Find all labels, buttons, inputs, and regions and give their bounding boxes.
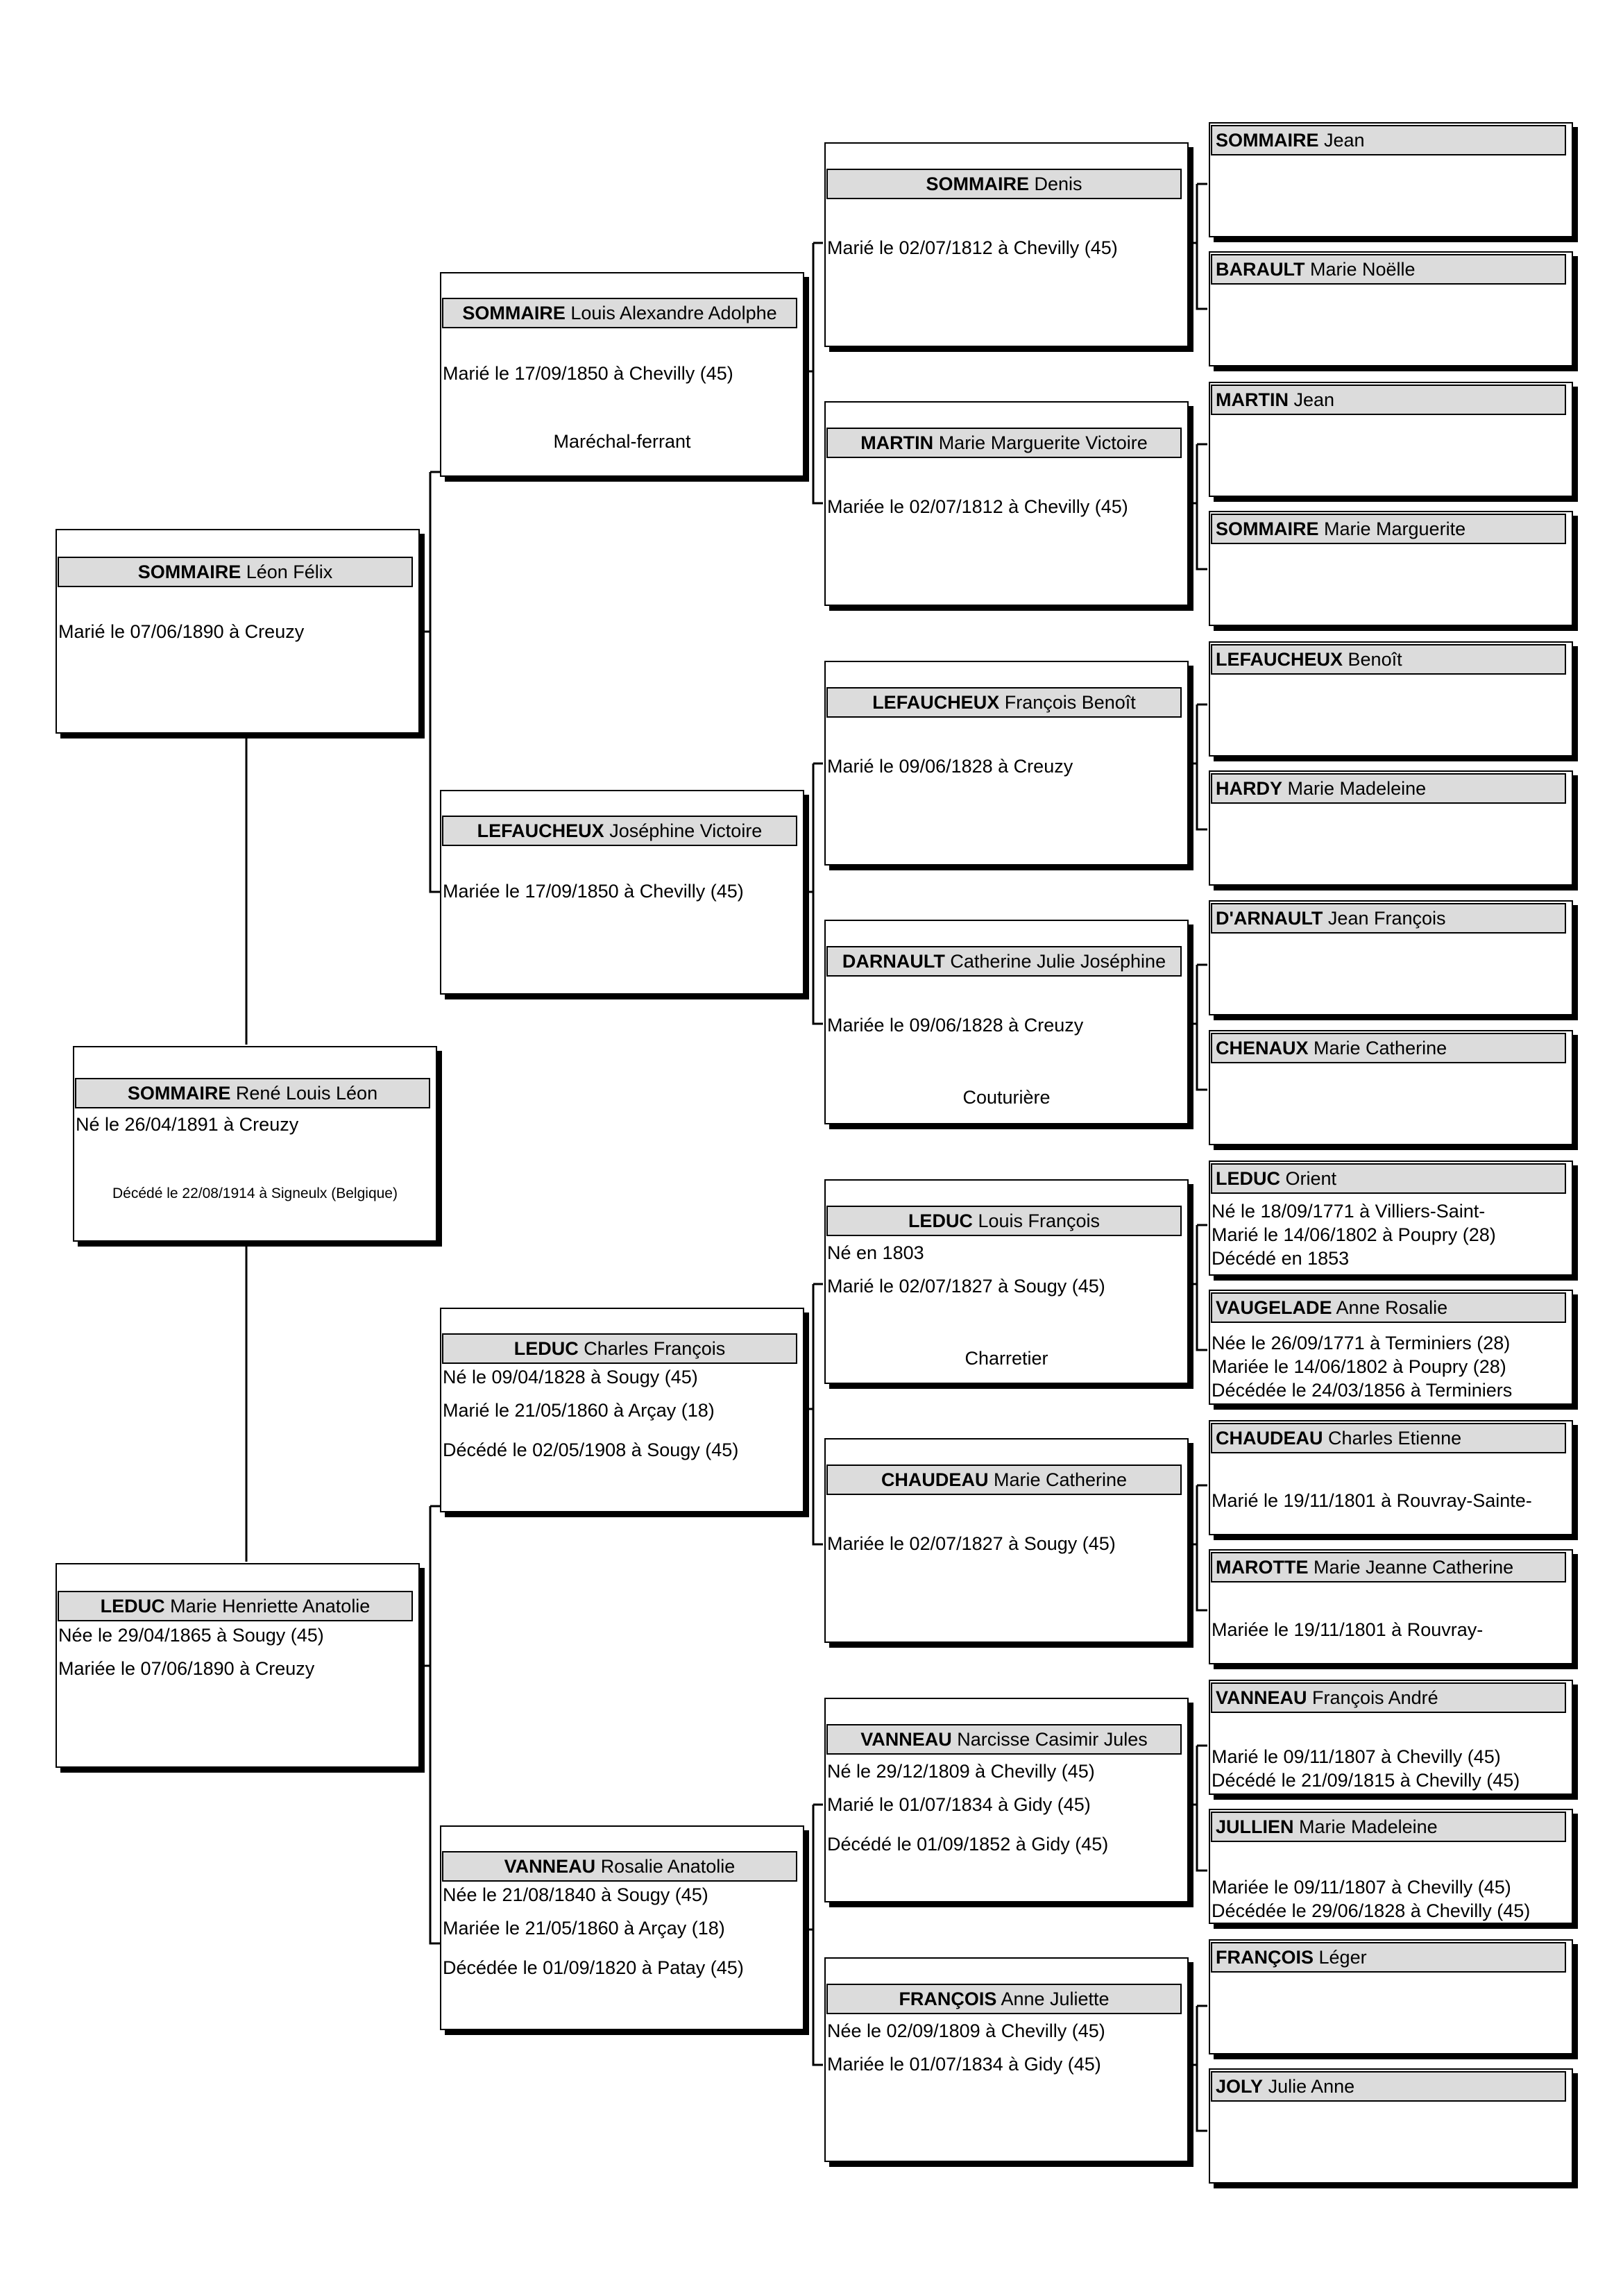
person-name-header: [1211, 125, 1566, 155]
given-names: Julie Anne: [1268, 2076, 1355, 2097]
person-card-grandparent-1: [440, 272, 804, 477]
person-card-great-great-grandparent-13: [1209, 1680, 1573, 1795]
person-name-header: [826, 428, 1182, 458]
person-detail-line: Né en 1803: [827, 1242, 924, 1263]
person-detail-line: Née le 02/09/1809 à Chevilly (45): [827, 2020, 1105, 2041]
given-names: Louis Alexandre Adolphe: [570, 303, 777, 323]
person-detail-line: Décédée le 24/03/1856 à Terminiers: [1212, 1380, 1513, 1401]
person-name-header: [1211, 1812, 1566, 1842]
surname: VANNEAU: [860, 1729, 952, 1750]
person-name-header: [442, 298, 797, 328]
given-names: Catherine Julie Joséphine: [950, 951, 1166, 972]
person-card-grandparent-3: [440, 1308, 804, 1512]
person-detail-line: Mariée le 09/11/1807 à Chevilly (45): [1212, 1877, 1511, 1898]
person-detail-line: Marié le 02/07/1827 à Sougy (45): [827, 1276, 1105, 1297]
person-detail-line: Charretier: [965, 1348, 1048, 1369]
person-card-great-great-grandparent-15: [1209, 1939, 1573, 2054]
surname: LEFAUCHEUX: [872, 692, 1000, 713]
person-detail-line: Né le 29/12/1809 à Chevilly (45): [827, 1761, 1095, 1782]
surname: SOMMAIRE: [1216, 130, 1319, 151]
person-name-header: [826, 687, 1182, 718]
person-card-grandparent-4: [440, 1825, 804, 2030]
person-detail-line: Née le 26/09/1771 à Terminiers (28): [1212, 1333, 1511, 1353]
person-card-great-great-grandparent-11: [1209, 1420, 1573, 1535]
surname: VANNEAU: [504, 1856, 596, 1877]
person-name-header: [75, 1078, 430, 1108]
given-names: Marie Catherine: [1314, 1038, 1447, 1058]
given-names: Marie Madeleine: [1299, 1816, 1438, 1837]
person-detail-line: Décédé le 22/08/1914 à Signeulx (Belgique): [112, 1185, 398, 1201]
person-detail-line: Mariée le 01/07/1834 à Gidy (45): [827, 2054, 1101, 2075]
surname: LEFAUCHEUX: [477, 820, 604, 841]
person-name-header: [1211, 385, 1566, 415]
person-detail-line: Maréchal-ferrant: [553, 431, 691, 452]
person-card-great-great-grandparent-4: [1209, 511, 1573, 626]
given-names: Orient: [1285, 1168, 1337, 1189]
person-card-great-great-grandparent-9: [1209, 1160, 1573, 1276]
person-detail-line: Décédé le 02/05/1908 à Sougy (45): [443, 1440, 739, 1460]
given-names: Louis François: [978, 1210, 1101, 1231]
surname: SOMMAIRE: [462, 303, 566, 323]
person-card-great-great-grandparent-1: [1209, 122, 1573, 237]
person-card-great-great-grandparent-2: [1209, 251, 1573, 366]
person-card-great-great-grandparent-10: [1209, 1290, 1573, 1405]
person-card-great-grandparent-7: [824, 1698, 1189, 1902]
person-detail-line: Née le 29/04/1865 à Sougy (45): [58, 1625, 324, 1646]
person-name-header: [442, 1333, 797, 1364]
given-names: Marie Catherine: [993, 1469, 1128, 1490]
person-name-header: [826, 1464, 1182, 1495]
person-name-header: [826, 1206, 1182, 1236]
person-detail-line: Né le 09/04/1828 à Sougy (45): [443, 1367, 698, 1387]
surname: LEDUC: [513, 1338, 579, 1359]
person-detail-line: Marié le 09/11/1807 à Chevilly (45): [1212, 1746, 1501, 1767]
person-detail-line: Marié le 21/05/1860 à Arçay (18): [443, 1400, 715, 1421]
person-card-great-great-grandparent-7: [1209, 900, 1573, 1015]
person-detail-line: Mariée le 14/06/1802 à Poupry (28): [1212, 1356, 1506, 1377]
surname: CHENAUX: [1216, 1038, 1309, 1058]
person-detail-line: Mariée le 02/07/1812 à Chevilly (45): [827, 496, 1128, 517]
surname: VANNEAU: [1216, 1687, 1307, 1708]
person-card-mother: [56, 1563, 420, 1768]
person-card-great-great-grandparent-6: [1209, 770, 1573, 886]
person-detail-line: Mariée le 17/09/1850 à Chevilly (45): [443, 881, 744, 902]
given-names: François André: [1312, 1687, 1438, 1708]
person-card-subject: [73, 1046, 437, 1242]
surname: SOMMAIRE: [926, 174, 1029, 194]
given-names: Narcisse Casimir Jules: [957, 1729, 1148, 1750]
person-name-header: [1211, 1942, 1566, 1973]
given-names: Marie Marguerite: [1324, 518, 1466, 539]
person-card-great-great-grandparent-16: [1209, 2068, 1573, 2184]
surname: D'ARNAULT: [1216, 908, 1323, 929]
surname: VAUGELADE: [1216, 1297, 1332, 1318]
surname: LEDUC: [908, 1210, 973, 1231]
person-detail-line: Marié le 01/07/1834 à Gidy (45): [827, 1794, 1091, 1815]
person-detail-line: Décédée le 29/06/1828 à Chevilly (45): [1212, 1900, 1531, 1921]
person-name-header: [826, 946, 1182, 977]
person-name-header: [58, 1591, 413, 1621]
person-name-header: [1211, 773, 1566, 804]
person-detail-line: Décédé le 21/09/1815 à Chevilly (45): [1212, 1770, 1520, 1791]
given-names: Marie Jeanne Catherine: [1314, 1557, 1514, 1578]
person-card-grandparent-2: [440, 790, 804, 995]
given-names: Joséphine Victoire: [609, 820, 763, 841]
person-name-header: [826, 169, 1182, 199]
person-name-header: [1211, 903, 1566, 934]
surname: JULLIEN: [1216, 1816, 1294, 1837]
person-detail-line: Né le 18/09/1771 à Villiers-Saint-: [1212, 1201, 1486, 1222]
person-card-father: [56, 529, 420, 734]
person-card-great-grandparent-6: [824, 1438, 1189, 1643]
person-name-header: [1211, 1163, 1566, 1194]
person-card-great-grandparent-3: [824, 661, 1189, 866]
person-detail-line: Mariée le 21/05/1860 à Arçay (18): [443, 1918, 725, 1939]
person-name-header: [442, 816, 797, 846]
person-detail-line: Mariée le 07/06/1890 à Creuzy: [58, 1658, 315, 1679]
surname: MAROTTE: [1216, 1557, 1309, 1578]
person-detail-line: Mariée le 19/11/1801 à Rouvray-: [1212, 1619, 1484, 1640]
surname: BARAULT: [1216, 259, 1305, 280]
person-card-great-grandparent-4: [824, 920, 1189, 1124]
surname: MARTIN: [1216, 389, 1289, 410]
given-names: Denis: [1034, 174, 1082, 194]
surname: MARTIN: [860, 432, 934, 453]
given-names: Benoît: [1348, 649, 1402, 670]
person-name-header: [58, 557, 413, 587]
surname: LEDUC: [1216, 1168, 1280, 1189]
person-detail-line: Décédée le 01/09/1820 à Patay (45): [443, 1957, 744, 1978]
surname: CHAUDEAU: [881, 1469, 989, 1490]
person-name-header: [1211, 254, 1566, 285]
given-names: Anne Juliette: [1001, 1989, 1110, 2009]
person-name-header: [1211, 1423, 1566, 1453]
given-names: Jean: [1324, 130, 1365, 151]
surname: SOMMAIRE: [137, 562, 241, 582]
person-name-header: [1211, 514, 1566, 544]
person-card-great-great-grandparent-14: [1209, 1809, 1573, 1924]
person-card-great-grandparent-8: [824, 1957, 1189, 2162]
person-card-great-grandparent-2: [824, 401, 1189, 606]
surname: SOMMAIRE: [1216, 518, 1319, 539]
given-names: Charles François: [584, 1338, 726, 1359]
surname: LEDUC: [100, 1596, 165, 1617]
surname: LEFAUCHEUX: [1216, 649, 1343, 670]
person-name-header: [826, 1724, 1182, 1755]
given-names: Charles Etienne: [1328, 1428, 1462, 1449]
person-name-header: [1211, 1033, 1566, 1063]
given-names: Anne Rosalie: [1336, 1297, 1448, 1318]
given-names: Jean François: [1327, 908, 1446, 929]
person-card-great-grandparent-5: [824, 1179, 1189, 1384]
given-names: Marie Marguerite Victoire: [938, 432, 1148, 453]
given-names: Marie Madeleine: [1287, 778, 1427, 799]
person-name-header: [826, 1984, 1182, 2014]
person-name-header: [442, 1851, 797, 1882]
surname: SOMMAIRE: [127, 1083, 231, 1104]
person-detail-line: Décédé en 1853: [1212, 1248, 1350, 1269]
person-card-great-great-grandparent-12: [1209, 1549, 1573, 1664]
surname: HARDY: [1216, 778, 1283, 799]
person-detail-line: Né le 26/04/1891 à Creuzy: [76, 1114, 299, 1135]
person-detail-line: Marié le 02/07/1812 à Chevilly (45): [827, 237, 1118, 258]
person-detail-line: Marié le 14/06/1802 à Poupry (28): [1212, 1224, 1496, 1245]
person-detail-line: Marié le 07/06/1890 à Creuzy: [58, 621, 305, 642]
person-name-header: [1211, 1292, 1566, 1323]
surname: CHAUDEAU: [1216, 1428, 1323, 1449]
surname: FRANÇOIS: [1216, 1947, 1314, 1968]
person-name-header: [1211, 644, 1566, 675]
given-names: Léger: [1318, 1947, 1367, 1968]
surname: DARNAULT: [842, 951, 945, 972]
given-names: Marie Noëlle: [1310, 259, 1416, 280]
person-card-great-great-grandparent-3: [1209, 382, 1573, 497]
given-names: Léon Félix: [246, 562, 333, 582]
person-name-header: [1211, 2071, 1566, 2102]
person-detail-line: Née le 21/08/1840 à Sougy (45): [443, 1884, 708, 1905]
given-names: Rosalie Anatolie: [600, 1856, 736, 1877]
given-names: François Benoît: [1004, 692, 1136, 713]
person-detail-line: Couturière: [962, 1087, 1051, 1108]
given-names: Marie Henriette Anatolie: [170, 1596, 371, 1617]
person-name-header: [1211, 1552, 1566, 1582]
person-detail-line: Décédé le 01/09/1852 à Gidy (45): [827, 1834, 1109, 1855]
given-names: Jean: [1293, 389, 1335, 410]
given-names: René Louis Léon: [235, 1083, 378, 1104]
person-card-great-great-grandparent-8: [1209, 1030, 1573, 1145]
person-detail-line: Mariée le 02/07/1827 à Sougy (45): [827, 1533, 1116, 1554]
person-card-great-grandparent-1: [824, 142, 1189, 347]
person-name-header: [1211, 1682, 1566, 1713]
person-detail-line: Mariée le 09/06/1828 à Creuzy: [827, 1015, 1084, 1036]
person-detail-line: Marié le 19/11/1801 à Rouvray-Sainte-: [1212, 1490, 1532, 1511]
person-card-great-great-grandparent-5: [1209, 641, 1573, 757]
person-detail-line: Marié le 09/06/1828 à Creuzy: [827, 756, 1073, 777]
person-detail-line: Marié le 17/09/1850 à Chevilly (45): [443, 363, 733, 384]
surname: FRANÇOIS: [899, 1989, 997, 2009]
surname: JOLY: [1216, 2076, 1264, 2097]
